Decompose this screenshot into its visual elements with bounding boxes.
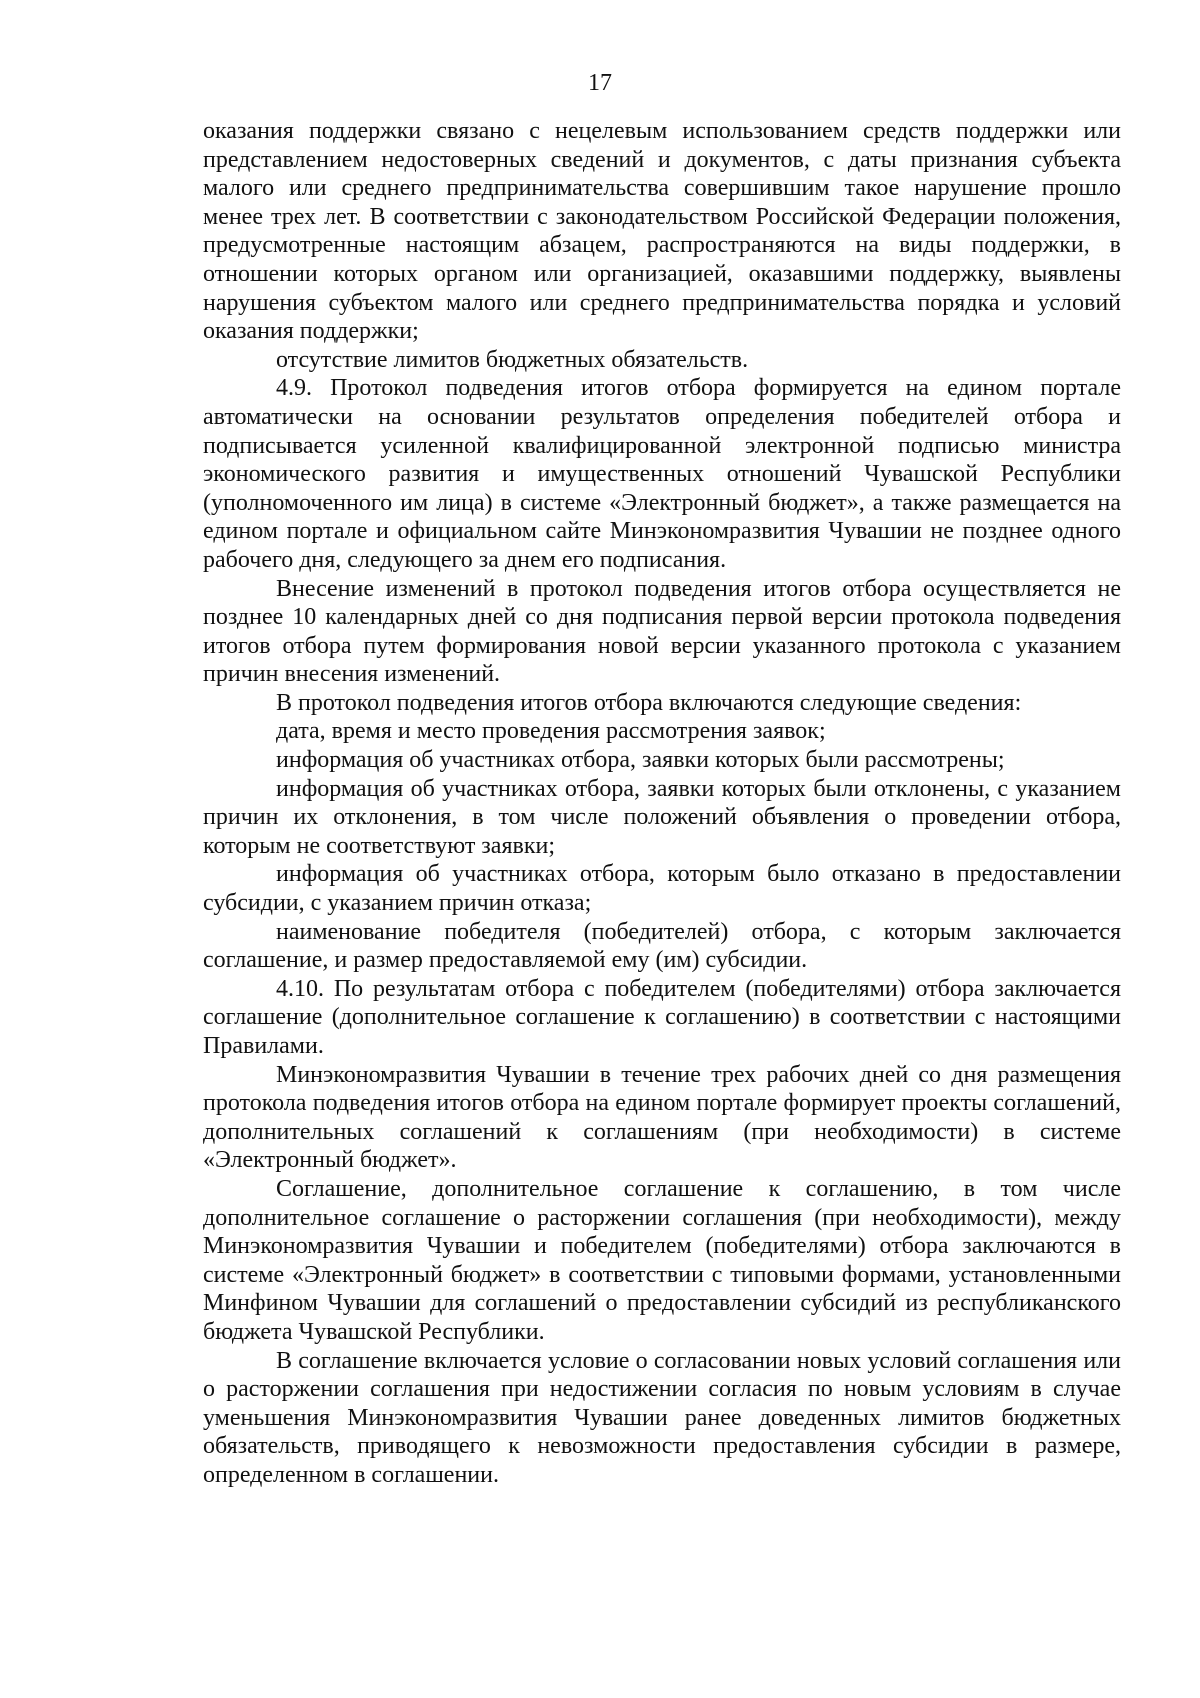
paragraph: дата, время и место проведения рассмотрения заявок;: [276, 718, 826, 745]
paragraph: 4.10. По результатам отбора с победителем (победителями) отбора заключается соглашение (дополнительное соглашение к соглашению) в соответствии с настоящими Правилами.: [203, 975, 1121, 1059]
paragraph: информация об участниках отбора, которым было отказано в предоставлении субсидии, с указанием причин отказа;: [203, 861, 1121, 917]
paragraph: отсутствие лимитов бюджетных обязательств.: [276, 346, 749, 373]
paragraph: наименование победителя (победителей) отбора, с которым заключается соглашение, и размер предоставляемой ему (им) субсидии.: [203, 918, 1121, 974]
paragraph: Соглашение, дополнительное соглашение к соглашению, в том числе дополнительное соглашение о расторжении соглашения (при необходимости), между Минэкономразвития Чувашии и победителем (победителями) отбора заключаются в системе «Электронный бюджет» в соответствии с типовыми формами, установленными Минфином Чувашии для соглашений о предоставлении субсидий из республиканского бюджета Чувашской Республики.: [203, 1175, 1121, 1345]
page-number: 17: [588, 70, 612, 96]
paragraph: В протокол подведения итогов отбора включаются следующие сведения:: [276, 689, 1022, 716]
paragraph: В соглашение включается условие о согласовании новых условий соглашения или о расторжении соглашения при недостижении согласия по новым условиям в случае уменьшения Минэкономразвития Чувашии ранее доведенных лимитов бюджетных обязательств, приводящего к невозможности предоставления субсидии в размере, определенном в соглашении.: [203, 1347, 1121, 1488]
paragraph: информация об участниках отбора, заявки которых были рассмотрены;: [276, 747, 1005, 774]
paragraph: оказания поддержки связано с нецелевым использованием средств поддержки или представлением недостоверных сведений и документов, с даты признания субъекта малого или среднего предпринимательства совершившим такое нарушение прошло менее трех лет. В соответствии с законодательством Российской Федерации положения, предусмотренные настоящим абзацем, распространяются на виды поддержки, в отношении которых органом или организацией, оказавшими поддержку, выявлены нарушения субъектом малого или среднего предпринимательства порядка и условий оказания поддержки;: [203, 118, 1121, 345]
document-body: [203, 117, 1121, 1490]
paragraph: информация об участниках отбора, заявки которых были отклонены, с указанием причин их отклонения, в том числе положений объявления о проведении отбора, которым не соответствуют заявки;: [203, 775, 1121, 859]
paragraph: Минэкономразвития Чувашии в течение трех рабочих дней со дня размещения протокола подведения итогов отбора на едином портале формирует проекты соглашений, дополнительных соглашений к соглашениям (при необходимости) в системе «Электронный бюджет».: [203, 1061, 1121, 1174]
paragraph: Внесение изменений в протокол подведения итогов отбора осуществляется не позднее 10 календарных дней со дня подписания первой версии протокола подведения итогов отбора путем формирования новой версии указанного протокола с указанием причин внесения изменений.: [203, 575, 1121, 688]
paragraph: 4.9. Протокол подведения итогов отбора формируется на едином портале автоматически на основании результатов определения победителей отбора и подписывается усиленной квалифицированной электронной подписью министра экономического развития и имущественных отношений Чувашской Республики (уполномоченного им лица) в системе «Электронный бюджет», а также размещается на едином портале и официальном сайте Минэкономразвития Чувашии не позднее одного рабочего дня, следующего за днем его подписания.: [203, 375, 1121, 573]
